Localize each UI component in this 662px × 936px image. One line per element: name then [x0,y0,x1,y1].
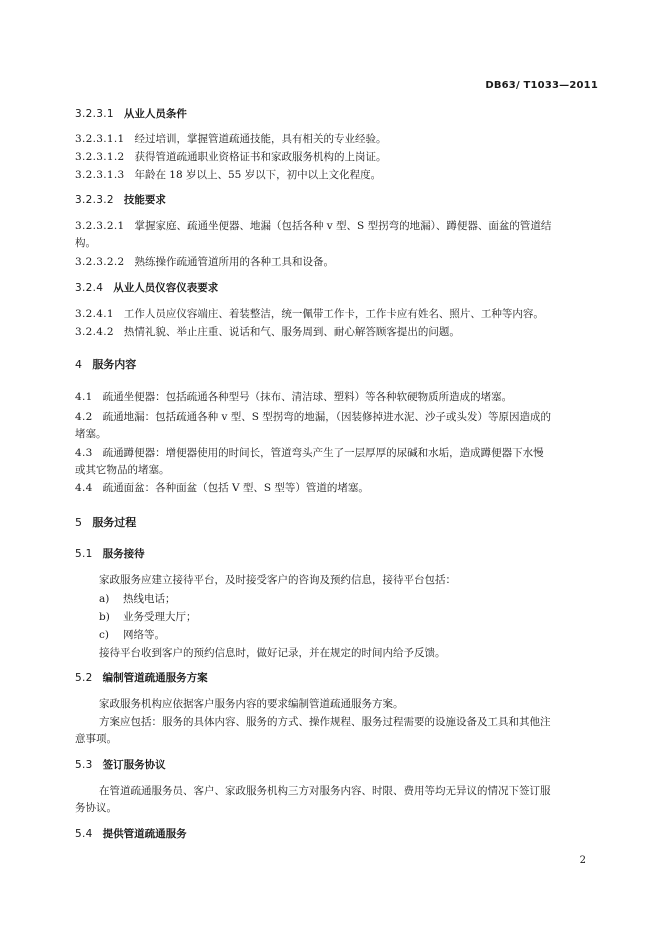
heading-5-1: 5.1 服务接待 [75,548,145,560]
para-5-1-intro: 家政服务应建立接待平台，及时接受客户的咨询及预约信息，接待平台包括： [99,574,456,586]
heading-5-3: 5.3 签订服务协议 [75,759,166,771]
clause-3-2-3-1-3: 3.2.3.1.3 年龄在 18 岁以上、55 岁以下，初中以上文化程度。 [75,169,382,181]
clause-3-2-3-1-1: 3.2.3.1.1 经过培训，掌握管道疏通技能，具有相关的专业经验。 [75,133,387,145]
clause-3-2-3-1-2: 3.2.3.1.2 获得管道疏通职业资格证书和家政服务机构的上岗证。 [75,151,387,163]
clause-3-2-4-1: 3.2.4.1 工作人员应仪容端庄、着装整洁，统一佩带工作卡，工作卡应有姓名、照片、工种等内容。 [75,308,544,320]
heading-5: 5 服务过程 [75,516,137,529]
page-number: 2 [579,855,586,866]
clause-3-2-3-2-1: 3.2.3.2.1 掌握家庭、疏通坐便器、地漏（包括各种 v 型、S 型拐弯的地漏）、蹲便器、面盆的管道结 构。 [75,220,552,249]
para-5-2-2: 方案应包括：服务的具体内容、服务的方式、操作规程、服务过程需要的设施设备及工具和其他注 意事项。 [75,716,551,745]
clause-4-4: 4.4 疏通面盆：各种面盆（包括 V 型、S 型等）管道的堵塞。 [75,482,369,494]
clause-4-3: 4.3 疏通蹲便器：增便器使用的时间长，管道弯头产生了一层厚厚的尿碱和水垢，造成蹲便器下水慢 或其它物品的堵塞。 [75,447,544,476]
para-5-2-1: 家政服务机构应依据客户服务内容的要求编制管道疏通服务方案。 [99,698,404,710]
document-code: DB63/ T1033—2011 [485,80,598,91]
heading-3-2-3-2: 3.2.3.2 技能要求 [75,194,166,206]
para-5-3-1: 在管道疏通服务员、客户、家政服务机构三方对服务内容、时限、费用等均无异议的情况下签订服 务协议。 [75,785,551,814]
clause-3-2-3-2-2: 3.2.3.2.2 熟练操作疏通管道所用的各种工具和设备。 [75,256,334,268]
heading-4: 4 服务内容 [75,358,137,371]
heading-3-2-3-1: 3.2.3.1 从业人员条件 [75,108,187,120]
clause-4-1: 4.1 疏通坐便器：包括疏通各种型号（抹布、清洁球、塑料）等各种软硬物质所造成的堵塞。 [75,391,513,403]
heading-5-2: 5.2 编制管道疏通服务方案 [75,672,208,684]
clause-4-2: 4.2 疏通地漏：包括疏通各种 v 型、S 型拐弯的地漏，（因装修掉进水泥、沙子或头发）等原因造成的 堵塞。 [75,411,551,440]
para-5-1-outro: 接待平台收到客户的预约信息时，做好记录，并在规定的时间内给予反馈。 [99,647,446,659]
heading-5-4: 5.4 提供管道疏通服务 [75,828,187,840]
clause-3-2-4-2: 3.2.4.2 热情礼貌、举止庄重、说话和气、服务周到、耐心解答顾客提出的问题。 [75,326,460,338]
heading-3-2-4: 3.2.4 从业人员仪容仪表要求 [75,282,219,294]
list-item-b: b) 业务受理大厅； [99,611,197,623]
list-item-a: a) 热线电话； [99,593,176,605]
list-item-c: c) 网络等。 [99,629,165,641]
